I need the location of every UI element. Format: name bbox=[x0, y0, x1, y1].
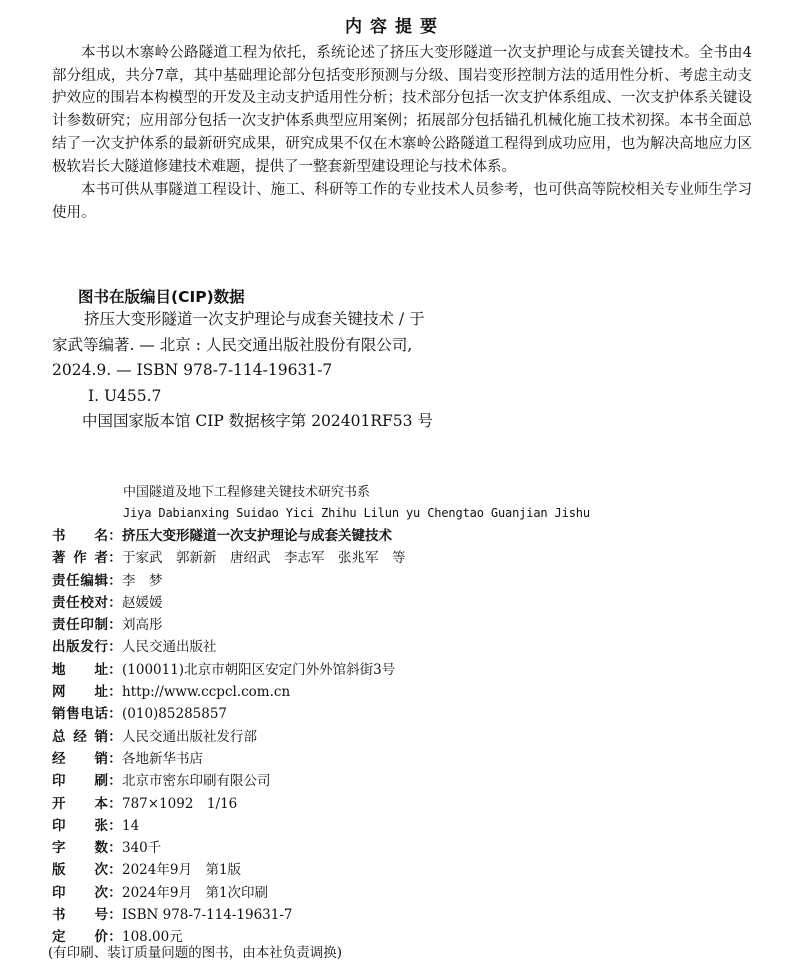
summary-paragraph-2: 本书可供从事隧道工程设计、施工、科研等工作的专业技术人员参考，也可供高等院校相关专业师生学习使用。 bbox=[52, 182, 752, 221]
detail-label: 定 价 bbox=[52, 929, 108, 946]
detail-value: 787×1092 1/16 bbox=[122, 795, 238, 812]
detail-label: 经 销 bbox=[52, 750, 108, 767]
series-name: 中国隧道及地下工程修建关键技术研究书系 bbox=[123, 485, 371, 500]
detail-row bbox=[52, 903, 752, 925]
detail-label: 著 作 者 bbox=[52, 550, 108, 567]
detail-label: 字 数 bbox=[52, 840, 108, 857]
detail-colon: ： bbox=[108, 840, 122, 857]
detail-row bbox=[52, 725, 752, 747]
cip-verification: 中国国家版本馆 CIP 数据核字第 202401RF53 号 bbox=[82, 412, 433, 430]
detail-row bbox=[52, 635, 752, 657]
detail-value: 挤压大变形隧道一次支护理论与成套关键技术 bbox=[122, 528, 392, 544]
detail-label: 销 售 电 话 bbox=[52, 706, 108, 723]
detail-row bbox=[52, 747, 752, 769]
detail-row bbox=[52, 591, 752, 613]
cip-line-1: 挤压大变形隧道一次支护理论与成套关键技术 / 于 bbox=[84, 310, 425, 328]
detail-row bbox=[52, 524, 752, 546]
detail-row bbox=[52, 858, 752, 880]
detail-colon: ： bbox=[108, 572, 122, 589]
detail-row bbox=[52, 658, 752, 680]
detail-colon: ： bbox=[108, 773, 122, 790]
detail-row bbox=[52, 546, 752, 568]
cip-classification: Ⅰ. U455.7 bbox=[88, 386, 162, 405]
detail-label: 开 本 bbox=[52, 795, 108, 812]
detail-value: 人民交通出版社发行部 bbox=[122, 728, 257, 745]
detail-value: 赵媛媛 bbox=[122, 594, 163, 611]
detail-label: 书 名 bbox=[52, 528, 108, 544]
detail-label: 责 任 校 对 bbox=[52, 594, 108, 611]
title-pinyin: Jiya Dabianxing Suidao Yici Zhihu Lilun yu Chengtao Guanjian Jishu bbox=[123, 506, 590, 520]
content-summary bbox=[52, 42, 752, 226]
detail-label: 印 刷 bbox=[52, 773, 108, 790]
detail-row bbox=[52, 814, 752, 836]
detail-colon: ： bbox=[108, 929, 122, 946]
detail-colon: ： bbox=[108, 594, 122, 611]
detail-colon: ： bbox=[108, 639, 122, 656]
detail-value: 14 bbox=[122, 817, 140, 834]
detail-value: (010)85285857 bbox=[122, 706, 228, 723]
detail-colon: ： bbox=[108, 728, 122, 745]
detail-colon: ： bbox=[108, 528, 122, 544]
detail-label: 印 张 bbox=[52, 817, 108, 834]
detail-label: 书 号 bbox=[52, 907, 108, 924]
detail-label: 地 址 bbox=[52, 661, 108, 678]
detail-colon: ： bbox=[108, 907, 122, 924]
detail-row bbox=[52, 769, 752, 791]
detail-colon: ： bbox=[108, 795, 122, 812]
detail-label: 印 次 bbox=[52, 884, 108, 901]
detail-label: 责 任 印 制 bbox=[52, 617, 108, 634]
cip-heading: 图书在版编目(CIP)数据 bbox=[78, 288, 245, 306]
cip-data bbox=[52, 307, 487, 435]
detail-value: 2024年9月 第1次印刷 bbox=[122, 884, 269, 901]
detail-value: http://www.ccpcl.com.cn bbox=[122, 684, 291, 701]
detail-value: 108.00元 bbox=[122, 929, 183, 946]
detail-colon: ： bbox=[108, 706, 122, 723]
page-title: 内容提要 bbox=[345, 17, 445, 37]
detail-row bbox=[52, 702, 752, 724]
detail-value: 2024年9月 第1版 bbox=[122, 862, 242, 879]
detail-row bbox=[52, 836, 752, 858]
detail-row bbox=[52, 569, 752, 591]
quality-note: (有印刷、装订质量问题的图书，由本社负责调换) bbox=[48, 945, 343, 961]
detail-value: 各地新华书店 bbox=[122, 750, 203, 767]
detail-colon: ： bbox=[108, 750, 122, 767]
detail-colon: ： bbox=[108, 617, 122, 634]
detail-colon: ： bbox=[108, 862, 122, 879]
cip-line-2: 家武等编著. — 北京 : 人民交通出版社股份有限公司, bbox=[52, 335, 413, 354]
detail-row bbox=[52, 680, 752, 702]
detail-colon: ： bbox=[108, 661, 122, 678]
summary-paragraph-1: 本书以木寨岭公路隧道工程为依托，系统论述了挤压大变形隧道一次支护理论与成套关键技术。全书由4部分组成，共分7章，其中基础理论部分包括变形预测与分级、围岩变形控制方法的适用性分析、考虑主动支护效应的围岩本构模型的开发及主动支护适用性分析；技术部分包括一次支护体系组成、一次支护体系关键设计参数研究；应用部分包括一次支护体系典型应用案例；拓展部分包括锚孔机械化施工技术初探。本书全面总结了一次支护体系的最新研究成果，研究成果不仅在木寨岭公路隧道工程得到成功应用，也为解决高地应力区极软岩长大隧道修建技术难题，提供了一整套新型建设理论与技术体系。 bbox=[52, 45, 752, 175]
detail-value: 李 梦 bbox=[122, 572, 163, 589]
detail-value: 北京市密东印刷有限公司 bbox=[122, 773, 271, 790]
detail-value: 人民交通出版社 bbox=[122, 639, 217, 656]
cip-line-3: 2024.9. — ISBN 978-7-114-19631-7 bbox=[52, 361, 333, 379]
detail-value: 于家武 郭新新 唐绍武 李志军 张兆军 等 bbox=[122, 550, 406, 567]
detail-value: ISBN 978-7-114-19631-7 bbox=[122, 907, 293, 924]
detail-label: 版 次 bbox=[52, 862, 108, 879]
detail-colon: ： bbox=[108, 684, 122, 701]
detail-label: 责 任 编 辑 bbox=[52, 572, 108, 589]
detail-label: 出 版 发 行 bbox=[52, 639, 108, 656]
detail-label: 网 址 bbox=[52, 684, 108, 701]
detail-row bbox=[52, 613, 752, 635]
publication-details bbox=[52, 524, 752, 948]
detail-colon: ： bbox=[108, 884, 122, 901]
detail-row bbox=[52, 881, 752, 903]
detail-value: 刘高彤 bbox=[122, 617, 163, 634]
detail-value: (100011)北京市朝阳区安定门外外馆斜街3号 bbox=[122, 661, 396, 678]
detail-value: 340千 bbox=[122, 840, 162, 857]
detail-colon: ： bbox=[108, 550, 122, 567]
detail-label: 总 经 销 bbox=[52, 728, 108, 745]
series-info bbox=[123, 483, 590, 523]
detail-colon: ： bbox=[108, 817, 122, 834]
detail-row bbox=[52, 792, 752, 814]
